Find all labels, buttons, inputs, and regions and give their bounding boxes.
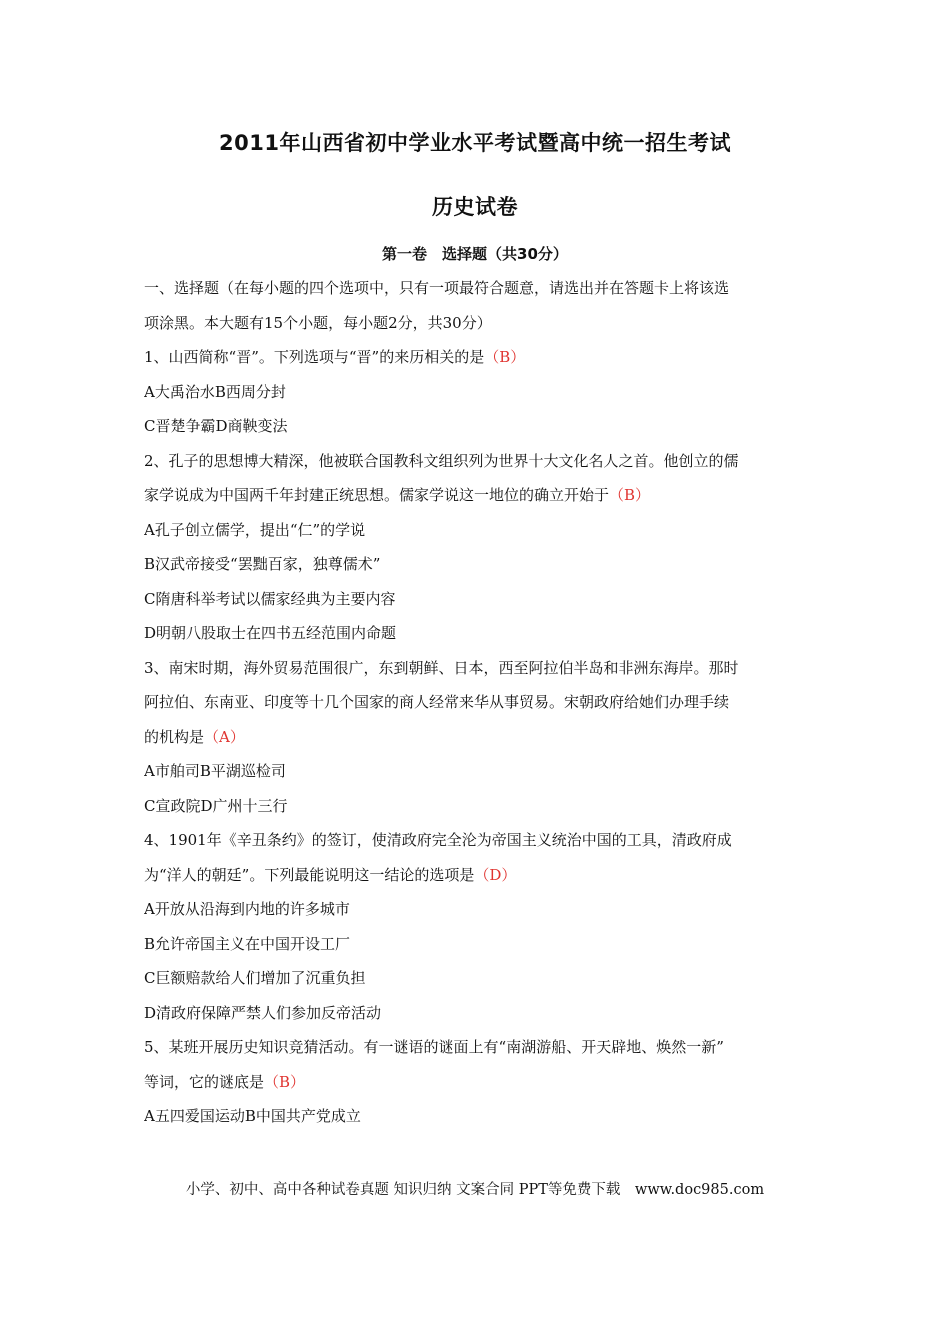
footer-note: 小学、初中、高中各种试卷真题 知识归纳 文案合同 PPT等免费下载 www.doc985.com [185,1182,765,1198]
line-text: C隋唐科举考试以儒家经典为主要内容 [144,589,396,608]
text-line [144,340,810,375]
text-line [144,582,810,617]
line-text: A大禹治水B西周分封 [144,382,286,401]
text-line [144,616,810,651]
line-text: 2、孔子的思想博大精深，他被联合国教科文组织列为世界十大文化名人之首。他创立的儒 [144,451,739,470]
line-text: A五四爱国运动B中国共产党成立 [144,1107,361,1125]
answer-mark: （A） [204,727,245,746]
line-text: 为“洋人的朝廷”。下列最能说明这一结论的选项是 [144,865,475,884]
text-line [144,513,810,548]
line-text: 等词，它的谜底是 [144,1072,265,1091]
exam-subtitle: 历史试卷 [432,195,518,219]
line-text: 项涂黑。本大题有15个小题，每小题2分，共30分） [144,313,492,332]
line-text: B汉武帝接受“罢黜百家，独尊儒术” [144,555,381,573]
line-text: A孔子创立儒学，提出“仁”的学说 [144,520,366,539]
line-text: 3、南宋时期，海外贸易范围很广，东到朝鲜、日本，西至阿拉伯半岛和非洲东海岸。那时 [144,658,739,677]
line-text: A市舶司B平湖巡检司 [144,762,286,780]
line-text: A开放从沿海到内地的许多城市 [144,900,350,918]
line-text: B允许帝国主义在中国开设工厂 [144,934,351,953]
line-text: 一、选择题（在每小题的四个选项中，只有一项最符合题意，请选出并在答题卡上将该选 [144,279,730,297]
text-line [144,1099,810,1134]
text-line [144,961,810,996]
line-text: 家学说成为中国两千年封建正统思想。儒家学说这一地位的确立开始于 [144,486,610,504]
text-line [144,789,810,824]
line-text: C晋楚争霸D商鞅变法 [144,417,288,435]
answer-mark: （D） [474,865,517,884]
text-line [144,754,810,789]
line-text: 1、山西简称“晋”。下列选项与“晋”的来历相关的是 [144,348,485,366]
line-text: 5、某班开展历史知识竞猜活动。有一谜语的谜面上有“南湖游船、开天辟地、焕然一新” [144,1038,724,1056]
line-text: D清政府保障严禁人们参加反帝活动 [144,1003,382,1022]
text-line [144,271,810,306]
text-line [144,927,810,962]
text-line [144,478,810,513]
text-line [144,1065,810,1100]
section-title: 第一卷 选择题（共30分） [382,245,568,263]
text-line [144,375,810,410]
text-line [144,858,810,893]
line-text: D明朝八股取士在四书五经范围内命题 [144,624,397,642]
answer-mark: （B） [264,1072,306,1091]
text-line [144,1030,810,1065]
text-line [144,306,810,341]
text-line [144,720,810,755]
text-line [144,547,810,582]
text-line [144,409,810,444]
text-line [144,685,810,720]
line-text: C巨额赔款给人们增加了沉重负担 [144,969,366,987]
text-line [144,823,810,858]
answer-mark: （B） [484,348,526,366]
text-line [144,444,810,479]
question-body [144,271,810,1134]
line-text: C宣政院D广州十三行 [144,796,288,815]
answer-mark: （B） [609,486,651,504]
line-text: 的机构是 [144,727,205,746]
text-line [144,996,810,1031]
line-text: 4、1901年《辛丑条约》的签订，使清政府完全沦为帝国主义统治中国的工具，清政府成 [144,831,732,849]
exam-title: 2011年山西省初中学业水平考试暨高中统一招生考试 [219,131,731,155]
text-line [144,651,810,686]
text-line [144,892,810,927]
line-text: 阿拉伯、东南亚、印度等十几个国家的商人经常来华从事贸易。宋朝政府给她们办理手续 [144,693,730,711]
